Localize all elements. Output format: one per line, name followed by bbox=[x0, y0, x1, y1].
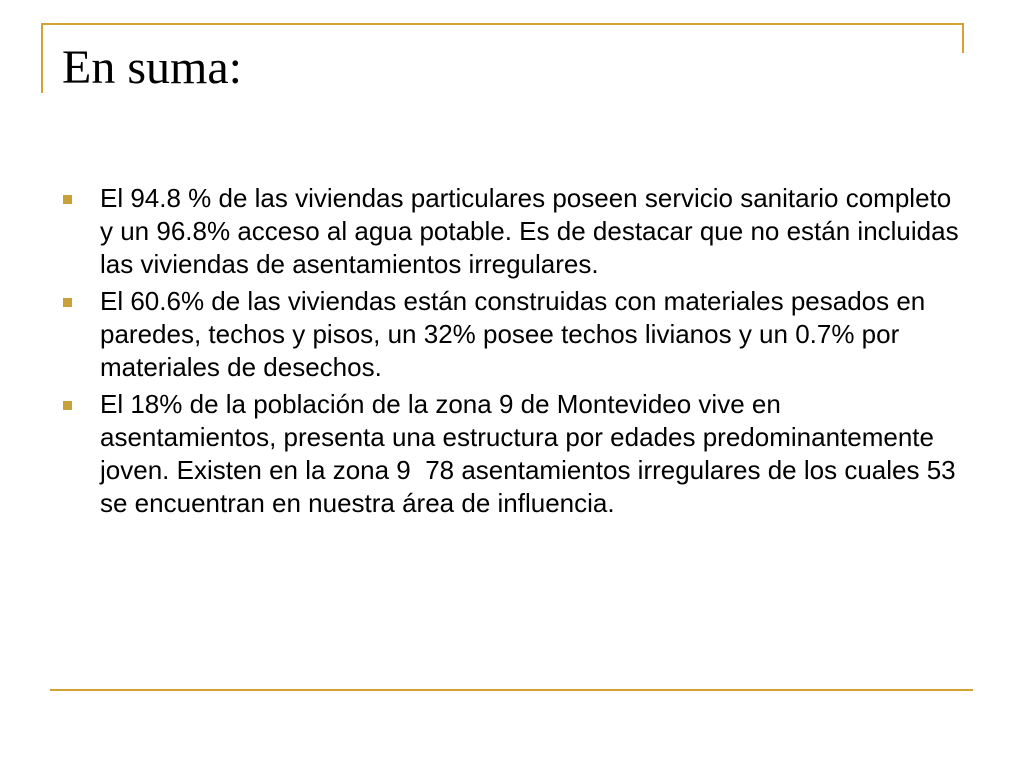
frame-bottom-line bbox=[50, 689, 973, 691]
slide-title: En suma: bbox=[62, 41, 242, 94]
bullet-item bbox=[62, 388, 962, 520]
bullet-item bbox=[62, 182, 966, 281]
bullet-item bbox=[62, 285, 962, 384]
square-bullet-icon bbox=[63, 298, 72, 307]
bullet-text: El 18% de la población de la zona 9 de Montevideo vive en asentamientos, presenta una estructura por edades predominantemente joven. Existen en la zona 9 78 asentamientos irregulares de los cuales 53 se encuentran en nuestra área de influencia. bbox=[100, 389, 963, 518]
frame-left-line bbox=[41, 23, 43, 93]
frame-right-line bbox=[962, 23, 964, 53]
bullet-text: El 60.6% de las viviendas están construidas con materiales pesados en paredes, techos y pisos, un 32% posee techos livianos y un 0.7% por materiales de desechos. bbox=[100, 286, 933, 382]
bullet-list bbox=[62, 182, 966, 524]
square-bullet-icon bbox=[63, 195, 72, 204]
frame-top-line bbox=[41, 23, 964, 25]
square-bullet-icon bbox=[63, 401, 72, 410]
bullet-text: El 94.8 % de las viviendas particulares poseen servicio sanitario completo y un 96.8% acceso al agua potable. Es de destacar que no están incluidas las viviendas de asentamientos irregulares. bbox=[100, 183, 966, 279]
